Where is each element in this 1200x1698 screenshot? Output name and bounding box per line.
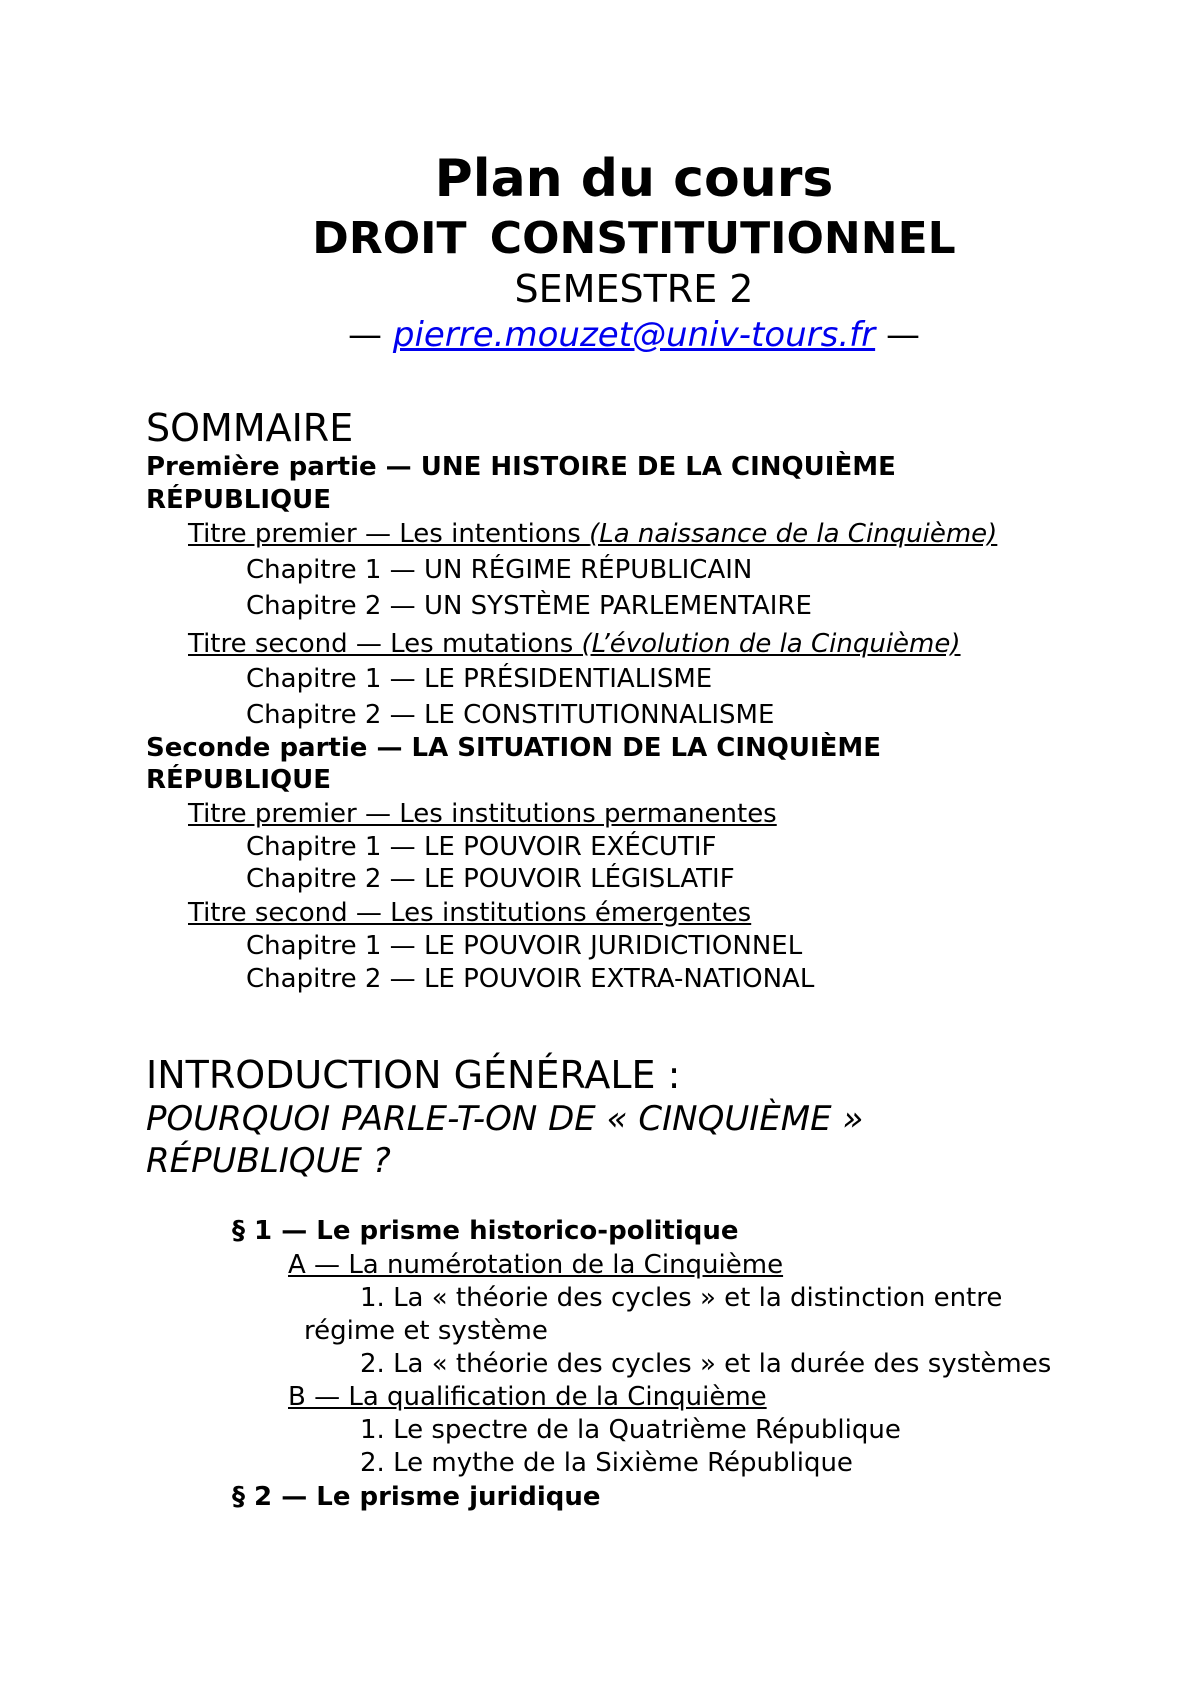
- part2-heading-cont: RÉPUBLIQUE: [146, 765, 331, 795]
- introduction-heading: INTRODUCTION GÉNÉRALE :: [146, 1053, 681, 1097]
- part1-heading: Première partie — UNE HISTOIRE DE LA CINQUIÈME: [146, 452, 896, 482]
- part1-titre1-text: Titre premier — Les intentions: [188, 519, 590, 549]
- part1-titre2-chapter2: Chapitre 2 — LE CONSTITUTIONNALISME: [246, 700, 775, 730]
- dash-right: —: [885, 315, 920, 355]
- part1-heading-cont: RÉPUBLIQUE: [146, 485, 331, 515]
- part2-titre2-chapter1: Chapitre 1 — LE POUVOIR JURIDICTIONNEL: [246, 931, 803, 961]
- part1-titre1: [188, 521, 997, 547]
- section-a-heading: A — La numérotation de la Cinquième: [288, 1250, 784, 1280]
- part1-titre1-italic: (La naissance de la Cinquième): [589, 519, 998, 549]
- email-link[interactable]: pierre.mouzet@univ-tours.fr: [392, 315, 876, 355]
- introduction-question-cont: RÉPUBLIQUE ?: [146, 1141, 391, 1181]
- part1-titre1-chapter1: Chapitre 1 — UN RÉGIME RÉPUBLICAIN: [246, 555, 753, 585]
- section-b-item2: 2. Le mythe de la Sixième République: [360, 1448, 853, 1478]
- part1-titre1-chapter2: Chapitre 2 — UN SYSTÈME PARLEMENTAIRE: [246, 591, 812, 621]
- section-b-item1: 1. Le spectre de la Quatrième République: [360, 1415, 901, 1445]
- page-title: Plan du cours: [434, 149, 834, 209]
- part2-titre2: Titre second — Les institutions émergentes: [188, 898, 752, 928]
- part1-titre2-chapter1: Chapitre 1 — LE PRÉSIDENTIALISME: [246, 664, 713, 694]
- semester-label: SEMESTRE 2: [514, 267, 754, 311]
- part2-heading: Seconde partie — LA SITUATION DE LA CINQUIÈME: [146, 733, 882, 763]
- part2-titre1-chapter1: Chapitre 1 — LE POUVOIR EXÉCUTIF: [246, 832, 717, 862]
- part1-titre2-italic: (L’évolution de la Cinquième): [581, 629, 961, 659]
- part1-titre2-text: Titre second — Les mutations: [188, 629, 582, 659]
- part1-titre2: [188, 631, 961, 657]
- part2-titre1: Titre premier — Les institutions permanentes: [188, 799, 777, 829]
- sommaire-heading: SOMMAIRE: [146, 406, 354, 450]
- section-a-item1-cont: régime et système: [304, 1316, 548, 1346]
- section-a-item1: 1. La « théorie des cycles » et la distinction entre: [360, 1283, 1003, 1313]
- part2-titre2-chapter2: Chapitre 2 — LE POUVOIR EXTRA-NATIONAL: [246, 964, 815, 994]
- section-a-item2: 2. La « théorie des cycles » et la durée des systèmes: [360, 1349, 1052, 1379]
- section-b-heading: B — La qualification de la Cinquième: [288, 1382, 767, 1412]
- paragraph2-heading: § 2 — Le prisme juridique: [232, 1482, 601, 1512]
- course-subject: DROIT CONSTITUTIONNEL: [312, 213, 956, 264]
- part2-titre1-chapter2: Chapitre 2 — LE POUVOIR LÉGISLATIF: [246, 864, 735, 894]
- introduction-question: POURQUOI PARLE-T-ON DE « CINQUIÈME »: [146, 1099, 864, 1139]
- dash-left: —: [348, 315, 383, 355]
- paragraph1-heading: § 1 — Le prisme historico-politique: [232, 1216, 739, 1246]
- contact-line: [0, 315, 1200, 355]
